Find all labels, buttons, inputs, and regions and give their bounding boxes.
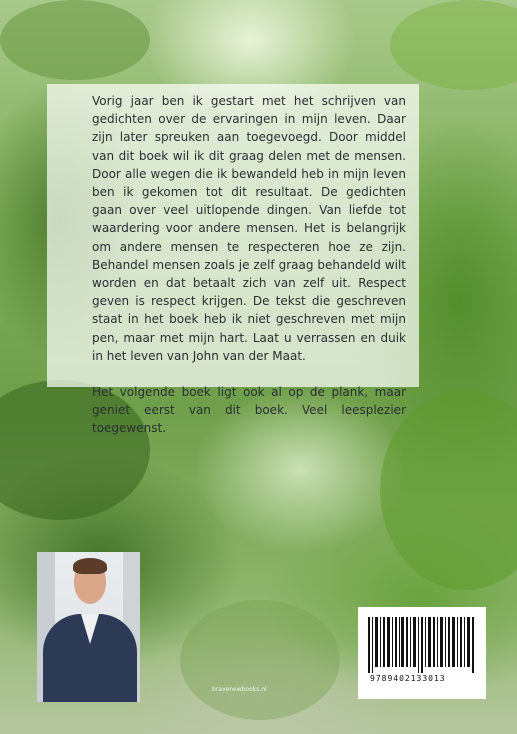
barcode: [358, 607, 486, 699]
publisher-label: bravenewbooks.nl: [212, 686, 267, 693]
blurb-paragraph-1: Vorig jaar ben ik gestart met het schrijven van gedichten over de ervaringen in mijn leven. Daar zijn later spreuken aan toegevoegd. Door middel van dit boek wil ik dit graag delen met de mensen. Door alle wegen die ik bewandeld heb in mijn leven ben ik gekomen tot dit resultaat. De gedichten gaan over veel uitlopende dingen. Van liefde tot waardering voor andere mensen. Het is belangrijk om andere mensen te respecteren hoe ze zijn. Behandel mensen zoals je zelf graag behandeld wilt worden en dat betaalt zich van zelf uit. Respect geven is respect krijgen. De tekst die geschreven staat in het boek heb ik niet geschreven met mijn pen, maar met mijn hart. Laat u verrassen en duik in het leven van John van der Maat.: [92, 94, 406, 363]
blurb-paragraph-2: Het volgende boek ligt ook al op de plank, maar geniet eerst van dit boek. Veel leesplezier toegewenst.: [92, 385, 406, 436]
foliage-shape: [0, 0, 150, 80]
author-photo: [37, 552, 140, 702]
barcode-icon: [368, 617, 476, 673]
isbn-number: 9789402133013: [370, 674, 446, 683]
foliage-shape: [180, 600, 340, 720]
blurb-panel: [47, 84, 419, 436]
foliage-shape: [390, 0, 517, 90]
